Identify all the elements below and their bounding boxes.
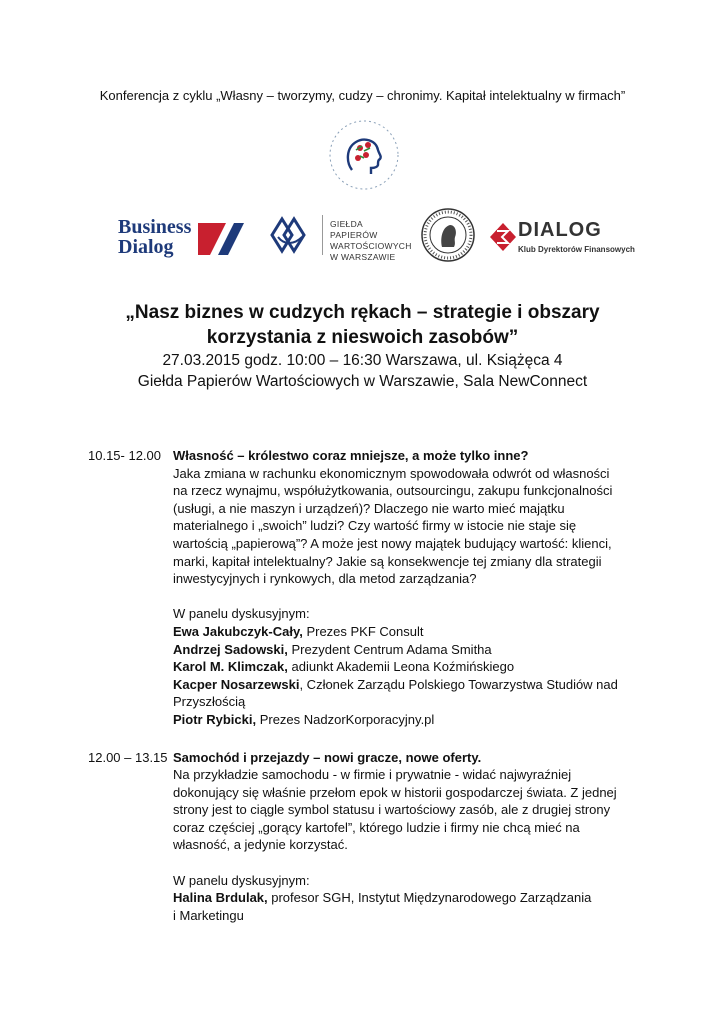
business-dialog-logo bbox=[118, 215, 248, 261]
panelist bbox=[173, 676, 633, 694]
partner-logos-row bbox=[0, 205, 725, 265]
dialog-name: DIALOG bbox=[518, 219, 602, 241]
adam-smith-seal bbox=[420, 207, 476, 263]
sigma-icon bbox=[488, 221, 518, 253]
session-desc-line: strony jest to ciągle symbol statusu i wartościowy zasób, ale z drugiej strony bbox=[173, 802, 611, 818]
session-desc-line: Jaka zmiana w rachunku ekonomicznym spowodowała odwrót od własności bbox=[173, 465, 610, 481]
gpw-line-2: WARTOŚCIOWYCH bbox=[330, 241, 412, 251]
venue: Giełda Papierów Wartościowych w Warszawie, Sala NewConnect bbox=[137, 373, 588, 390]
panelist-role: adiunkt Akademii Leona Koźmińskiego bbox=[287, 659, 515, 675]
panelist-role: profesor SGH, Instytut Międzynarodowego Zarządzania bbox=[267, 890, 592, 906]
panelist-name: Andrzej Sadowski, bbox=[173, 641, 288, 657]
session-time: 12.00 – 13.15 bbox=[88, 749, 168, 765]
panelist-role-cont: i Marketingu bbox=[173, 907, 244, 923]
panelist-name: Piotr Rybicki, bbox=[173, 711, 257, 727]
panelist-role-cont: Przyszłością bbox=[173, 694, 246, 710]
panelist bbox=[173, 711, 633, 729]
conference-series-line: Konferencja z cyklu „Własny – tworzymy, cudzy – chronimy. Kapitał intelektualny w firmach” bbox=[99, 88, 626, 103]
gpw-line-1: GIEŁDA PAPIERÓW bbox=[330, 219, 378, 240]
business-dialog-line1: Business bbox=[118, 216, 192, 238]
panelist bbox=[173, 641, 633, 659]
session-desc-line: marki, kapitał intelektualny? Jakie są konsekwencje tej zmiany dla strategii bbox=[173, 553, 602, 569]
title-line-1: „Nasz biznes w cudzych rękach – strategie i obszary bbox=[125, 302, 600, 323]
panel-label: W panelu dyskusyjnym: bbox=[173, 606, 310, 622]
session-desc-line: coraz częściej „gorący kartofel”, którego ludzie i firmy nie chcą mieć na bbox=[173, 819, 580, 835]
panel-label: W panelu dyskusyjnym: bbox=[173, 872, 310, 888]
title-line-2: korzystania z nieswoich zasobów” bbox=[206, 327, 519, 348]
gpw-line-3: W WARSZAWIE bbox=[330, 252, 396, 262]
panelist bbox=[173, 889, 633, 907]
dialog-sigma-logo bbox=[488, 215, 638, 261]
session-desc-line: inwestycyjnych i rynkowych, dla metod zarządzania? bbox=[173, 571, 477, 587]
session-desc-line: na rzecz wynajmu, współużytkowania, outsourcingu, zakupu funkcjonalności bbox=[173, 483, 613, 499]
session-desc-line: materialnego i „swoich” ludzi? Czy wartość firmy w istocie nie staje się bbox=[173, 518, 577, 534]
session-desc-line: własność, a jedynie korzystać. bbox=[173, 837, 348, 853]
panelist-role: Prezes NadzorKorporacyjny.pl bbox=[256, 711, 435, 727]
gpw-mark-icon bbox=[268, 213, 312, 257]
business-dialog-mark-icon bbox=[196, 221, 246, 257]
conference-title bbox=[0, 300, 725, 350]
agenda-session bbox=[0, 749, 725, 925]
panelist-name: Karol M. Klimczak, bbox=[173, 659, 288, 675]
session-desc-line: wartością „papierową”? A może jest nowy majątek budujący wartość: klienci, bbox=[173, 535, 612, 551]
gpw-logo bbox=[268, 213, 412, 262]
panelist-role: , Członek Zarządu Polskiego Towarzystwa Studiów nad bbox=[299, 676, 618, 692]
session-desc-line: dokonujący się właśnie przełom epok w historii gospodarczej świata. Z jednej bbox=[173, 784, 617, 800]
panelist-role: Prezes PKF Consult bbox=[302, 623, 424, 639]
panelist-role: Prezydent Centrum Adama Smitha bbox=[287, 641, 492, 657]
session-desc-line: Na przykładzie samochodu - w firmie i prywatnie - widać najwyraźniej bbox=[173, 767, 572, 783]
event-meta bbox=[0, 350, 725, 392]
session-heading: Własność – królestwo coraz mniejsze, a może tylko inne? bbox=[173, 448, 529, 463]
panelist-name: Halina Brdulak, bbox=[173, 890, 268, 906]
session-desc-line: (usługi, a nie maszyn i urządzeń)? Dlaczego nie warto mieć majątku bbox=[173, 500, 565, 516]
panelist-name: Kacper Nosarzewski bbox=[173, 676, 300, 692]
panelist-name: Ewa Jakubczyk-Cały, bbox=[173, 623, 303, 639]
session-heading: Samochód i przejazdy – nowi gracze, nowe oferty. bbox=[173, 749, 482, 765]
panelist bbox=[173, 623, 633, 641]
business-dialog-line2: Dialog bbox=[118, 236, 174, 258]
session-time: 10.15- 12.00 bbox=[88, 448, 162, 463]
date-place: 27.03.2015 godz. 10:00 – 16:30 Warszawa, ul. Książęca 4 bbox=[162, 352, 563, 369]
agenda bbox=[0, 447, 725, 924]
agenda-session bbox=[0, 447, 725, 729]
head-profile-logo bbox=[328, 118, 400, 192]
panelist bbox=[173, 658, 633, 676]
dialog-subtitle: Klub Dyrektorów Finansowych bbox=[518, 245, 635, 254]
